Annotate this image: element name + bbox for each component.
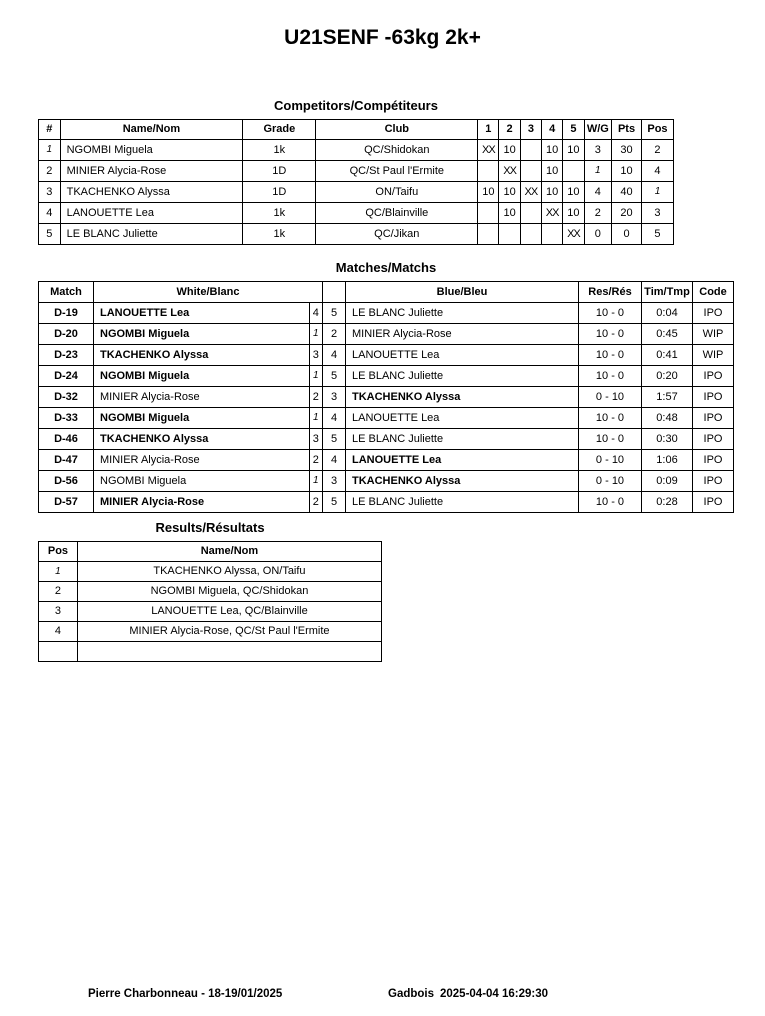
competitor-grade: 1k bbox=[243, 140, 316, 161]
table-row bbox=[39, 622, 382, 642]
match-result: 0 - 10 bbox=[579, 387, 642, 408]
column-header-blue: Blue/Bleu bbox=[346, 282, 579, 303]
column-header-opponent-3: 3 bbox=[520, 120, 541, 140]
match-time: 0:28 bbox=[642, 492, 693, 513]
result-name: NGOMBI Miguela, QC/Shidokan bbox=[77, 582, 381, 602]
table-row bbox=[39, 203, 674, 224]
column-header-white: White/Blanc bbox=[94, 282, 323, 303]
table-row bbox=[39, 408, 734, 429]
results-header-row bbox=[39, 542, 382, 562]
match-id: D-19 bbox=[39, 303, 94, 324]
competitors-section bbox=[38, 98, 674, 245]
competitor-name: LANOUETTE Lea bbox=[60, 203, 243, 224]
match-result: 10 - 0 bbox=[579, 408, 642, 429]
competitor-number: 2 bbox=[39, 161, 61, 182]
competitor-grade: 1k bbox=[243, 203, 316, 224]
column-header-score-blue bbox=[323, 282, 346, 303]
column-header-opponent-5: 5 bbox=[563, 120, 584, 140]
match-code: WIP bbox=[693, 324, 734, 345]
competitor-score-cell: XX bbox=[520, 182, 541, 203]
match-result: 0 - 10 bbox=[579, 450, 642, 471]
column-header-opponent-2: 2 bbox=[499, 120, 520, 140]
competitor-club: QC/St Paul l'Ermite bbox=[316, 161, 478, 182]
competitor-number: 5 bbox=[39, 224, 61, 245]
match-blue-competitor: LE BLANC Juliette bbox=[346, 366, 579, 387]
match-time: 1:06 bbox=[642, 450, 693, 471]
match-id: D-47 bbox=[39, 450, 94, 471]
match-id: D-56 bbox=[39, 471, 94, 492]
match-time: 0:45 bbox=[642, 324, 693, 345]
table-row bbox=[39, 366, 734, 387]
competitor-points: 10 bbox=[612, 161, 642, 182]
match-blue-seed: 4 bbox=[323, 408, 346, 429]
table-row bbox=[39, 345, 734, 366]
competitor-score-cell bbox=[520, 140, 541, 161]
result-name: MINIER Alycia-Rose, QC/St Paul l'Ermite bbox=[77, 622, 381, 642]
results-section bbox=[38, 520, 382, 662]
competitor-score-cell: 10 bbox=[499, 140, 520, 161]
match-id: D-20 bbox=[39, 324, 94, 345]
competitor-score-cell: 10 bbox=[499, 203, 520, 224]
match-blue-competitor: LANOUETTE Lea bbox=[346, 450, 579, 471]
results-table bbox=[38, 541, 382, 662]
competitor-score-cell: XX bbox=[478, 140, 499, 161]
competitor-grade: 1k bbox=[243, 224, 316, 245]
table-row bbox=[39, 582, 382, 602]
competitor-points: 0 bbox=[612, 224, 642, 245]
match-white-seed: 2 bbox=[309, 387, 322, 408]
competitor-position: 2 bbox=[641, 140, 673, 161]
competitor-wins: 2 bbox=[584, 203, 612, 224]
match-id: D-33 bbox=[39, 408, 94, 429]
column-header-result-name: Name/Nom bbox=[77, 542, 381, 562]
competitor-position: 1 bbox=[641, 182, 673, 203]
competitor-score-cell bbox=[478, 161, 499, 182]
match-blue-competitor: LANOUETTE Lea bbox=[346, 408, 579, 429]
match-time: 0:09 bbox=[642, 471, 693, 492]
match-blue-seed: 5 bbox=[323, 492, 346, 513]
match-result: 10 - 0 bbox=[579, 492, 642, 513]
competitor-score-cell bbox=[563, 161, 584, 182]
column-header-match: Match bbox=[39, 282, 94, 303]
results-section-title: Results/Résultats bbox=[155, 520, 265, 535]
table-row bbox=[39, 471, 734, 492]
column-header-code: Code bbox=[693, 282, 734, 303]
match-white-competitor: MINIER Alycia-Rose bbox=[94, 387, 310, 408]
match-white-seed: 2 bbox=[309, 450, 322, 471]
column-header-result-position: Pos bbox=[39, 542, 78, 562]
competitor-score-cell bbox=[520, 224, 541, 245]
result-position: 2 bbox=[39, 582, 78, 602]
table-row bbox=[39, 224, 674, 245]
match-code: IPO bbox=[693, 492, 734, 513]
match-code: IPO bbox=[693, 429, 734, 450]
competitor-score-cell: XX bbox=[563, 224, 584, 245]
match-result: 10 - 0 bbox=[579, 429, 642, 450]
competitor-score-cell: XX bbox=[499, 161, 520, 182]
result-name: LANOUETTE Lea, QC/Blainville bbox=[77, 602, 381, 622]
match-time: 1:57 bbox=[642, 387, 693, 408]
competitor-grade: 1D bbox=[243, 161, 316, 182]
competitor-club: QC/Jikan bbox=[316, 224, 478, 245]
match-time: 0:41 bbox=[642, 345, 693, 366]
match-blue-competitor: LANOUETTE Lea bbox=[346, 345, 579, 366]
match-code: IPO bbox=[693, 450, 734, 471]
competitors-table bbox=[38, 119, 674, 245]
matches-header-row bbox=[39, 282, 734, 303]
match-blue-seed: 5 bbox=[323, 429, 346, 450]
match-blue-seed: 4 bbox=[323, 345, 346, 366]
result-name: TKACHENKO Alyssa, ON/Taifu bbox=[77, 562, 381, 582]
match-blue-competitor: LE BLANC Juliette bbox=[346, 429, 579, 450]
match-white-seed: 4 bbox=[309, 303, 322, 324]
table-row bbox=[39, 429, 734, 450]
match-code: IPO bbox=[693, 408, 734, 429]
match-white-seed: 1 bbox=[309, 324, 322, 345]
match-white-competitor: TKACHENKO Alyssa bbox=[94, 429, 310, 450]
competitor-score-cell bbox=[520, 161, 541, 182]
table-row bbox=[39, 562, 382, 582]
competitor-number: 1 bbox=[39, 140, 61, 161]
match-white-competitor: LANOUETTE Lea bbox=[94, 303, 310, 324]
match-result: 10 - 0 bbox=[579, 345, 642, 366]
competitor-score-cell: 10 bbox=[563, 140, 584, 161]
table-row bbox=[39, 303, 734, 324]
match-result: 10 - 0 bbox=[579, 303, 642, 324]
competitor-name: TKACHENKO Alyssa bbox=[60, 182, 243, 203]
table-row bbox=[39, 450, 734, 471]
competitor-score-cell: 10 bbox=[563, 203, 584, 224]
competitor-grade: 1D bbox=[243, 182, 316, 203]
competitor-score-cell bbox=[478, 224, 499, 245]
match-blue-seed: 3 bbox=[323, 471, 346, 492]
match-id: D-23 bbox=[39, 345, 94, 366]
match-time: 0:30 bbox=[642, 429, 693, 450]
footer-venue: Gadbois bbox=[388, 988, 435, 1000]
competitor-points: 40 bbox=[612, 182, 642, 203]
matches-table bbox=[38, 281, 734, 513]
competitors-section-title: Competitors/Compétiteurs bbox=[274, 98, 438, 113]
match-white-competitor: NGOMBI Miguela bbox=[94, 471, 310, 492]
match-white-seed: 3 bbox=[309, 345, 322, 366]
table-row bbox=[39, 161, 674, 182]
competitor-score-cell: 10 bbox=[542, 161, 563, 182]
match-time: 0:20 bbox=[642, 366, 693, 387]
match-blue-seed: 3 bbox=[323, 387, 346, 408]
match-white-competitor: NGOMBI Miguela bbox=[94, 408, 310, 429]
match-blue-seed: 4 bbox=[323, 450, 346, 471]
table-row bbox=[39, 182, 674, 203]
table-row bbox=[39, 602, 382, 622]
match-id: D-32 bbox=[39, 387, 94, 408]
match-code: IPO bbox=[693, 303, 734, 324]
match-white-seed: 1 bbox=[309, 366, 322, 387]
result-position: 4 bbox=[39, 622, 78, 642]
competitor-score-cell bbox=[478, 203, 499, 224]
competitor-points: 30 bbox=[612, 140, 642, 161]
competitor-score-cell: XX bbox=[542, 203, 563, 224]
competitor-name: LE BLANC Juliette bbox=[60, 224, 243, 245]
match-time: 0:48 bbox=[642, 408, 693, 429]
competitor-wins: 3 bbox=[584, 140, 612, 161]
match-white-competitor: TKACHENKO Alyssa bbox=[94, 345, 310, 366]
table-row bbox=[39, 492, 734, 513]
column-header-name: Name/Nom bbox=[60, 120, 243, 140]
competitor-number: 3 bbox=[39, 182, 61, 203]
match-white-seed: 1 bbox=[309, 471, 322, 492]
footer-timestamp: 2025-04-04 16:29:30 bbox=[440, 988, 549, 1000]
match-result: 10 - 0 bbox=[579, 366, 642, 387]
competitor-club: QC/Shidokan bbox=[316, 140, 478, 161]
table-row bbox=[39, 642, 382, 662]
competitor-score-cell: 10 bbox=[478, 182, 499, 203]
competitor-wins: 1 bbox=[584, 161, 612, 182]
match-white-seed: 3 bbox=[309, 429, 322, 450]
competitor-club: QC/Blainville bbox=[316, 203, 478, 224]
competitor-score-cell: 10 bbox=[542, 182, 563, 203]
match-time: 0:04 bbox=[642, 303, 693, 324]
competitor-wins: 0 bbox=[584, 224, 612, 245]
match-white-competitor: NGOMBI Miguela bbox=[94, 366, 310, 387]
competitor-score-cell: 10 bbox=[563, 182, 584, 203]
column-header-wins-games: W/G bbox=[584, 120, 612, 140]
match-result: 10 - 0 bbox=[579, 324, 642, 345]
match-blue-seed: 5 bbox=[323, 366, 346, 387]
column-header-grade: Grade bbox=[243, 120, 316, 140]
match-white-competitor: MINIER Alycia-Rose bbox=[94, 492, 310, 513]
competitor-position: 5 bbox=[641, 224, 673, 245]
competitors-header-row bbox=[39, 120, 674, 140]
match-code: IPO bbox=[693, 366, 734, 387]
column-header-points: Pts bbox=[612, 120, 642, 140]
competitor-score-cell: 10 bbox=[542, 140, 563, 161]
competitor-name: NGOMBI Miguela bbox=[60, 140, 243, 161]
match-blue-seed: 2 bbox=[323, 324, 346, 345]
competitor-score-cell bbox=[520, 203, 541, 224]
result-position bbox=[39, 642, 78, 662]
footer-event-info: Pierre Charbonneau - 18-19/01/2025 bbox=[88, 988, 283, 1000]
column-header-club: Club bbox=[316, 120, 478, 140]
match-white-competitor: MINIER Alycia-Rose bbox=[94, 450, 310, 471]
result-name bbox=[77, 642, 381, 662]
column-header-opponent-4: 4 bbox=[542, 120, 563, 140]
competitor-score-cell bbox=[542, 224, 563, 245]
match-blue-seed: 5 bbox=[323, 303, 346, 324]
match-code: IPO bbox=[693, 471, 734, 492]
column-header-result: Res/Rés bbox=[579, 282, 642, 303]
match-blue-competitor: TKACHENKO Alyssa bbox=[346, 387, 579, 408]
competitor-wins: 4 bbox=[584, 182, 612, 203]
competitor-position: 3 bbox=[641, 203, 673, 224]
competitor-score-cell bbox=[499, 224, 520, 245]
match-result: 0 - 10 bbox=[579, 471, 642, 492]
match-blue-competitor: TKACHENKO Alyssa bbox=[346, 471, 579, 492]
competitor-name: MINIER Alycia-Rose bbox=[60, 161, 243, 182]
match-blue-competitor: LE BLANC Juliette bbox=[346, 303, 579, 324]
column-header-opponent-1: 1 bbox=[478, 120, 499, 140]
match-code: WIP bbox=[693, 345, 734, 366]
matches-section-title: Matches/Matchs bbox=[335, 260, 437, 275]
match-white-seed: 2 bbox=[309, 492, 322, 513]
page-title: U21SENF -63kg 2k+ bbox=[284, 26, 481, 49]
match-id: D-46 bbox=[39, 429, 94, 450]
match-white-competitor: NGOMBI Miguela bbox=[94, 324, 310, 345]
competitor-points: 20 bbox=[612, 203, 642, 224]
match-code: IPO bbox=[693, 387, 734, 408]
result-position: 3 bbox=[39, 602, 78, 622]
result-position: 1 bbox=[39, 562, 78, 582]
match-blue-competitor: LE BLANC Juliette bbox=[346, 492, 579, 513]
competitor-score-cell: 10 bbox=[499, 182, 520, 203]
table-row bbox=[39, 324, 734, 345]
match-id: D-24 bbox=[39, 366, 94, 387]
column-header-time: Tim/Tmp bbox=[642, 282, 693, 303]
match-white-seed: 1 bbox=[309, 408, 322, 429]
match-blue-competitor: MINIER Alycia-Rose bbox=[346, 324, 579, 345]
competitor-number: 4 bbox=[39, 203, 61, 224]
table-row bbox=[39, 387, 734, 408]
match-id: D-57 bbox=[39, 492, 94, 513]
competitor-club: ON/Taifu bbox=[316, 182, 478, 203]
column-header-number: # bbox=[39, 120, 61, 140]
column-header-position: Pos bbox=[641, 120, 673, 140]
competitor-position: 4 bbox=[641, 161, 673, 182]
table-row bbox=[39, 140, 674, 161]
matches-section bbox=[38, 260, 734, 513]
